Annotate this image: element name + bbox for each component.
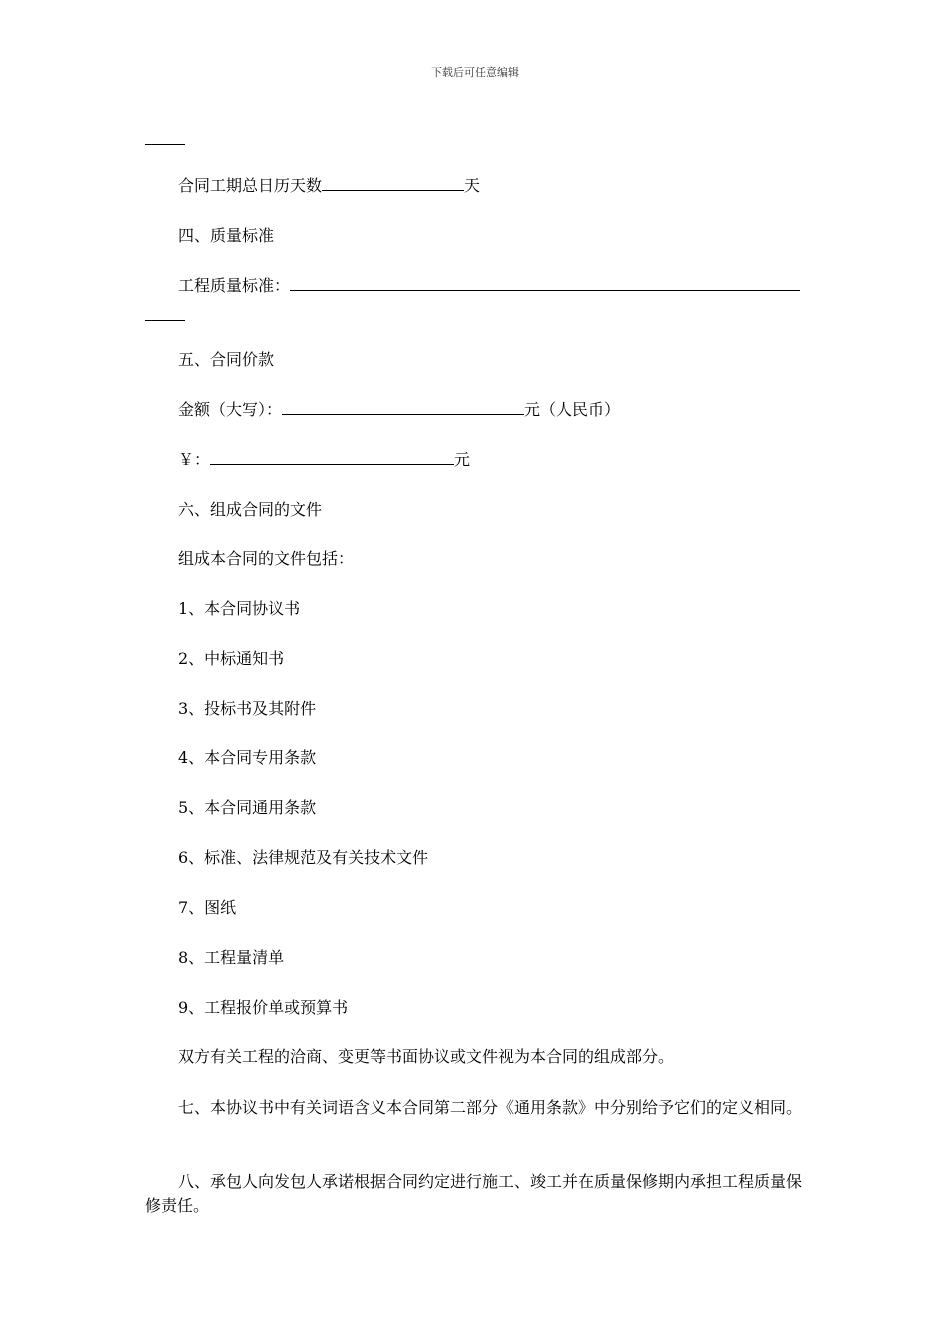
docs-intro: 组成本合同的文件包括：	[178, 549, 355, 568]
quality-blank	[290, 276, 800, 291]
underline-blank	[145, 306, 185, 321]
work-days-unit: 天	[464, 176, 481, 195]
work-days-label: 合同工期总日历天数	[178, 176, 323, 195]
section-7-paragraph: 七、本协议书中有关词语含义本合同第二部分《通用条款》中分别给予它们的定义相同。	[178, 1098, 803, 1117]
list-item: 7、图纸	[178, 898, 237, 917]
amount-line	[178, 400, 620, 420]
quality-standard-line	[178, 276, 800, 296]
quality-label: 工程质量标准：	[178, 276, 291, 295]
list-item: 6、标准、法律规范及有关技术文件	[178, 848, 429, 867]
underline-blank	[145, 130, 185, 145]
list-item: 1、本合同协议书	[178, 599, 301, 618]
yen-blank	[210, 450, 454, 465]
amount-blank	[282, 400, 524, 415]
amount-unit: 元（人民币）	[524, 400, 621, 419]
amount-label: 金额（大写）：	[178, 400, 283, 419]
work-days-line	[178, 176, 480, 196]
list-item: 3、投标书及其附件	[178, 699, 317, 718]
section-4-heading: 四、质量标准	[178, 226, 275, 245]
yen-label: ￥：	[178, 450, 211, 469]
page-header: 下载后可任意编辑	[431, 66, 519, 79]
yen-line	[178, 450, 470, 470]
section-6-heading: 六、组成合同的文件	[178, 500, 323, 519]
quality-blank-continuation	[145, 306, 185, 326]
list-item: 8、工程量清单	[178, 948, 285, 967]
section-8-paragraph: 八、承包人向发包人承诺根据合同约定进行施工、竣工并在质量保修期内承担工程质量保修责任。	[145, 1172, 803, 1215]
list-item: 9、工程报价单或预算书	[178, 998, 349, 1017]
yen-unit: 元	[454, 450, 471, 469]
list-item: 4、本合同专用条款	[178, 748, 317, 767]
section-5-heading: 五、合同价款	[178, 350, 275, 369]
blank-continuation-line	[145, 130, 185, 150]
list-item: 2、中标通知书	[178, 649, 285, 668]
list-item: 5、本合同通用条款	[178, 798, 317, 817]
docs-note: 双方有关工程的洽商、变更等书面协议或文件视为本合同的组成部分。	[178, 1047, 675, 1066]
work-days-blank	[322, 176, 464, 191]
